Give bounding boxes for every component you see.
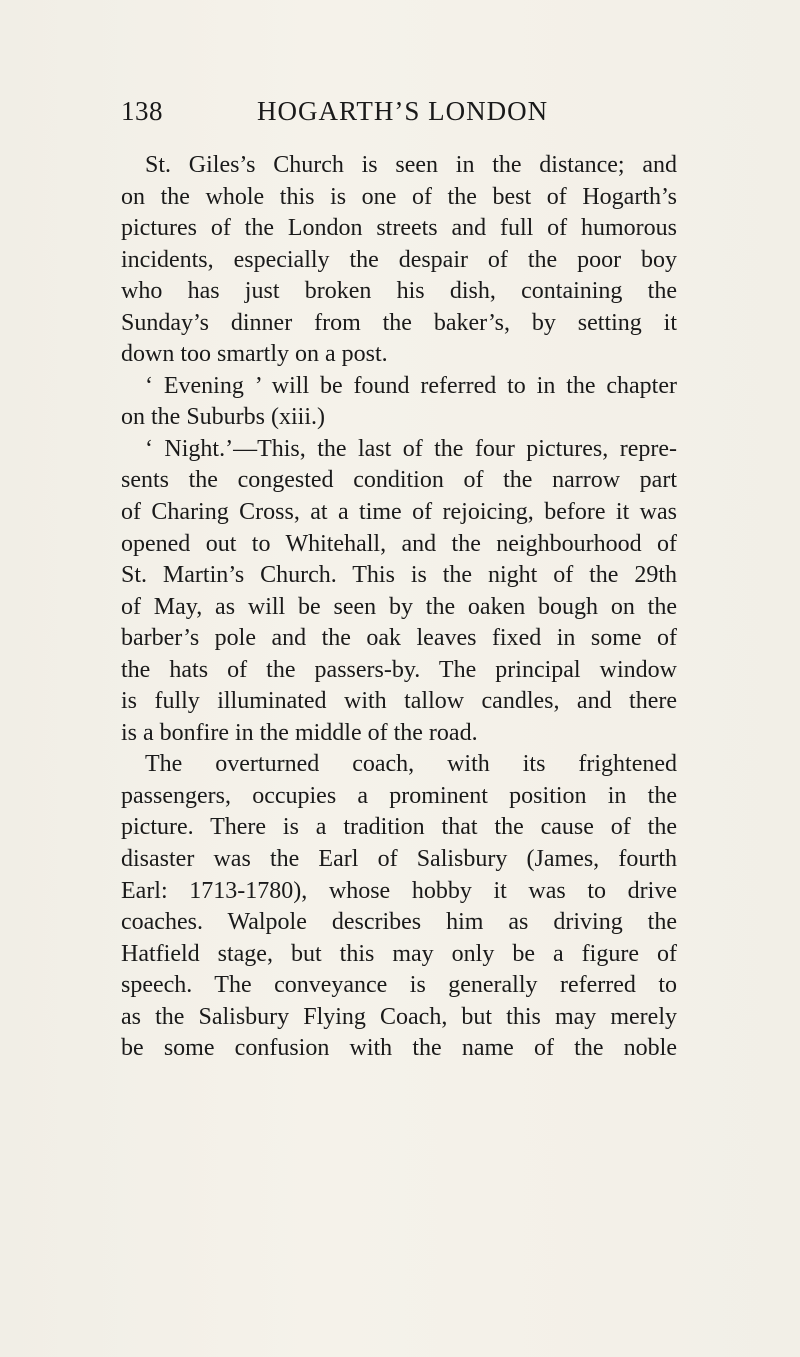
text-line: is a bonfire in the middle of the road. bbox=[121, 719, 478, 746]
text-line: coaches. Walpole describes him as driving the bbox=[121, 909, 677, 936]
text-line: who has just broken his dish, containing the bbox=[121, 278, 677, 305]
text-line: incidents, especially the despair of the poor boy bbox=[121, 246, 677, 273]
text-line: as the Salisbury Flying Coach, but this may merely bbox=[121, 1003, 677, 1030]
text-line: on the whole this is one of the best of Hogarth’s bbox=[121, 183, 677, 210]
text-line: of Charing Cross, at a time of rejoicing, before it was bbox=[121, 499, 677, 526]
text-line: of May, as will be seen by the oaken bough on the bbox=[121, 593, 677, 620]
text-line: picture. There is a tradition that the cause of the bbox=[121, 814, 677, 841]
text-line: is fully illuminated with tallow candles, and there bbox=[121, 688, 677, 715]
text-line: on the Suburbs (xiii.) bbox=[121, 404, 325, 431]
text-line: St. Martin’s Church. This is the night of the 29th bbox=[121, 562, 677, 589]
text-line: St. Giles’s Church is seen in the distance; and bbox=[145, 152, 677, 178]
text-line: be some confusion with the name of the noble bbox=[121, 1035, 677, 1062]
text-line: passengers, occupies a prominent position in the bbox=[121, 782, 677, 809]
text-line: The overturned coach, with its frightened bbox=[145, 751, 677, 778]
text-line: barber’s pole and the oak leaves fixed in some of bbox=[121, 625, 677, 652]
text-line: Hatfield stage, but this may only be a figure of bbox=[121, 940, 677, 967]
text-line: speech. The conveyance is generally referred to bbox=[121, 972, 677, 999]
text-line: down too smartly on a post. bbox=[121, 341, 388, 368]
body-text bbox=[121, 150, 677, 1065]
text-line: pictures of the London streets and full of humorous bbox=[121, 215, 677, 242]
page-number: 138 bbox=[121, 96, 163, 126]
text-line: Sunday’s dinner from the baker’s, by setting it bbox=[121, 309, 677, 336]
text-line: disaster was the Earl of Salisbury (James, fourth bbox=[121, 846, 677, 873]
text-line: Earl: 1713-1780), whose hobby it was to drive bbox=[121, 877, 677, 904]
text-line: opened out to Whitehall, and the neighbourhood of bbox=[121, 530, 677, 557]
text-line: ‘ Night.’—This, the last of the four pictures, repre- bbox=[145, 435, 677, 462]
page-header bbox=[121, 96, 677, 136]
running-title: HOGARTH’S LONDON bbox=[257, 96, 549, 126]
text-line: sents the congested condition of the narrow part bbox=[121, 467, 677, 494]
text-line: the hats of the passers-by. The principal window bbox=[121, 656, 677, 683]
text-line: ‘ Evening ’ will be found referred to in the chapter bbox=[145, 372, 677, 399]
